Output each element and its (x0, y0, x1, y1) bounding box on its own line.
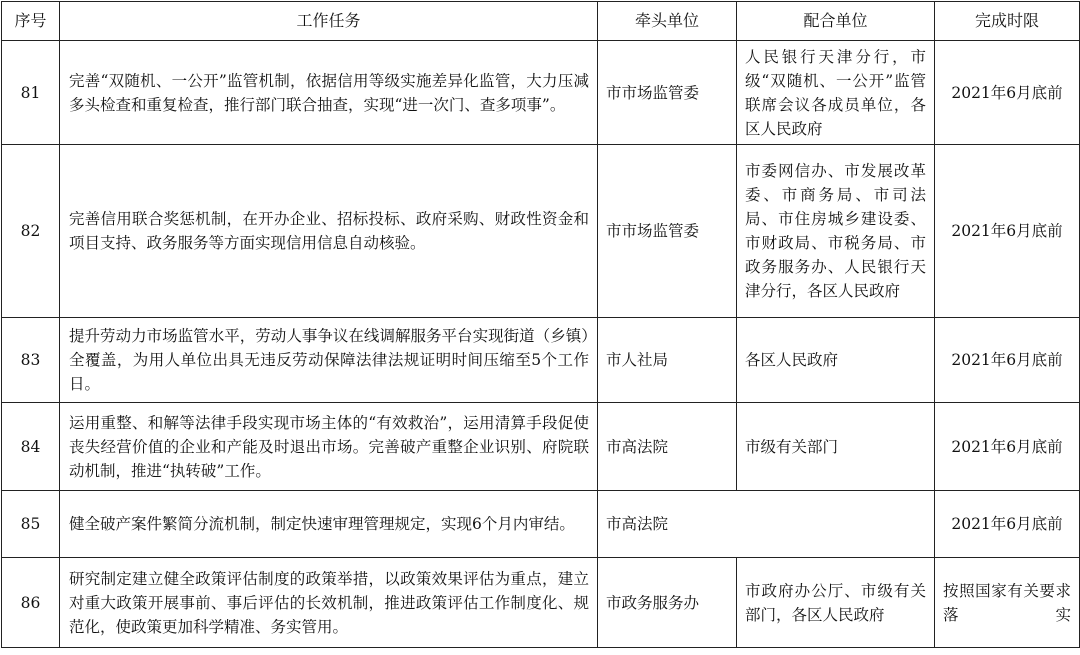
header-row (2, 2, 1080, 41)
header-lead: 牵头单位 (598, 2, 737, 41)
table-row (2, 403, 1080, 491)
row-lead: 市市场监管委 (598, 41, 737, 145)
row-lead: 市高法院 (598, 491, 935, 558)
header-deadline: 完成时限 (935, 2, 1080, 41)
header-task: 工作任务 (60, 2, 598, 41)
row-num: 81 (2, 41, 60, 145)
row-coop: 各区人民政府 (737, 318, 935, 403)
row-task: 健全破产案件繁简分流机制，制定快速审理管理规定，实现6个月内审结。 (60, 491, 598, 558)
row-coop: 人民银行天津分行，市级“双随机、一公开”监管联席会议各成员单位，各区人民政府 (737, 41, 935, 145)
row-lead: 市市场监管委 (598, 145, 737, 318)
header-coop: 配合单位 (737, 2, 935, 41)
task-table (1, 1, 1080, 648)
table-row (2, 41, 1080, 145)
table-row (2, 558, 1080, 648)
row-num: 83 (2, 318, 60, 403)
row-deadline: 2021年6月底前 (935, 491, 1080, 558)
row-num: 86 (2, 558, 60, 648)
row-lead: 市政务服务办 (598, 558, 737, 648)
row-coop: 市政府办公厅、市级有关部门，各区人民政府 (737, 558, 935, 648)
row-coop: 市委网信办、市发展改革委、市商务局、市司法局、市住房城乡建设委、市财政局、市税务局、市政务服务办、人民银行天津分行，各区人民政府 (737, 145, 935, 318)
row-deadline: 2021年6月底前 (935, 318, 1080, 403)
row-task: 完善“双随机、一公开”监管机制，依据信用等级实施差异化监管，大力压减多头检查和重复检查，推行部门联合抽查，实现“进一次门、查多项事”。 (60, 41, 598, 145)
row-coop: 市级有关部门 (737, 403, 935, 491)
row-task: 完善信用联合奖惩机制，在开办企业、招标投标、政府采购、财政性资金和项目支持、政务服务等方面实现信用信息自动核验。 (60, 145, 598, 318)
row-task: 提升劳动力市场监管水平，劳动人事争议在线调解服务平台实现街道（乡镇）全覆盖，为用人单位出具无违反劳动保障法律法规证明时间压缩至5个工作日。 (60, 318, 598, 403)
row-deadline: 按照国家有关要求落实 (935, 558, 1080, 648)
row-lead: 市高法院 (598, 403, 737, 491)
table-row (2, 491, 1080, 558)
header-num: 序号 (2, 2, 60, 41)
row-deadline: 2021年6月底前 (935, 145, 1080, 318)
row-deadline: 2021年6月底前 (935, 41, 1080, 145)
row-num: 84 (2, 403, 60, 491)
row-task: 研究制定建立健全政策评估制度的政策举措，以政策效果评估为重点，建立对重大政策开展事前、事后评估的长效机制，推进政策评估工作制度化、规范化，使政策更加科学精准、务实管用。 (60, 558, 598, 648)
table-row (2, 145, 1080, 318)
row-num: 85 (2, 491, 60, 558)
row-lead: 市人社局 (598, 318, 737, 403)
row-num: 82 (2, 145, 60, 318)
row-task: 运用重整、和解等法律手段实现市场主体的“有效救治”，运用清算手段促使丧失经营价值的企业和产能及时退出市场。完善破产重整企业识别、府院联动机制，推进“执转破”工作。 (60, 403, 598, 491)
row-deadline: 2021年6月底前 (935, 403, 1080, 491)
table-row (2, 318, 1080, 403)
